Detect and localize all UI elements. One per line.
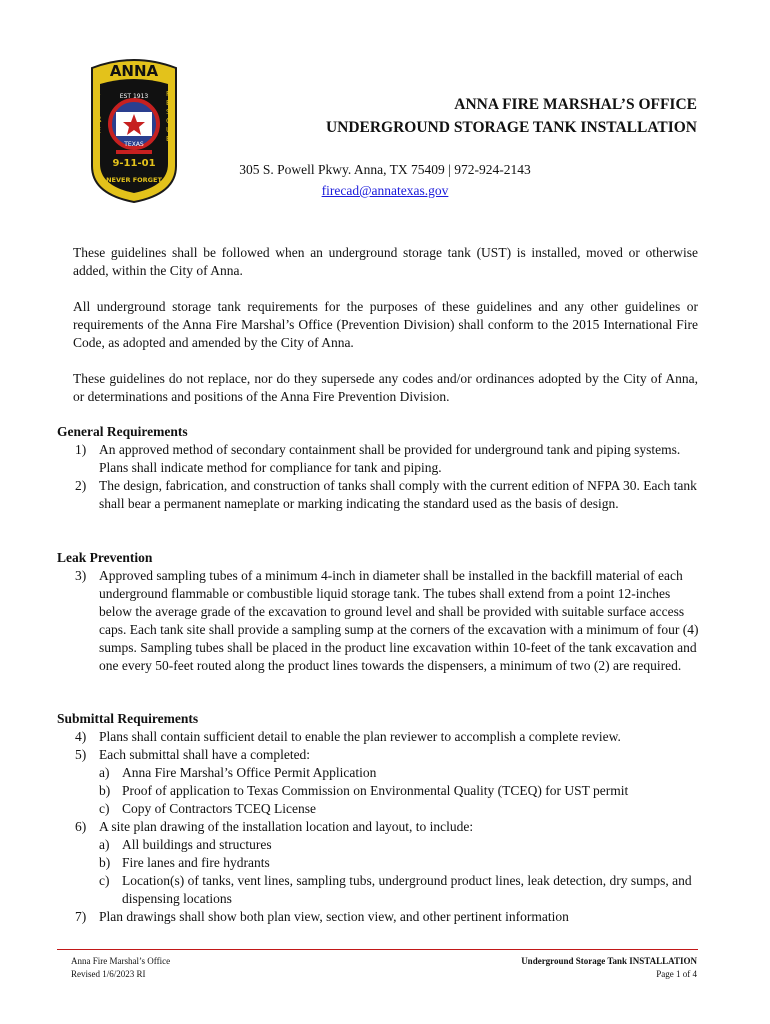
item-text: Plan drawings shall show both plan view, section view, and other pertinent information xyxy=(99,909,569,924)
item-number: 7) xyxy=(75,909,87,924)
sub-item-letter: c) xyxy=(99,801,110,816)
logo-est-text: EST 1913 xyxy=(119,93,149,100)
item-text: Approved sampling tubes of a minimum 4-inch in diameter shall be installed in the backfill material of each underground flammable or combustible liquid storage tank. The tubes shall extend from a point 12-inches below the average grade of the excavation to ground level and shall be provided with suitable surface access caps. Each tank site shall provide a sampling sump at the corners of the excavation with a minimum of four (4) sumps. Sampling tubes shall be placed in the product line excavation within 10-feet of the tank excavation and one every 50-feet routed along the product lines towards the dispensers, a minimum of two (2) are required. xyxy=(99,568,699,673)
footer-rule xyxy=(57,949,698,950)
logo-date-text: 9-11-01 xyxy=(112,158,156,169)
sub-item-letter: b) xyxy=(99,783,111,798)
header-titles xyxy=(200,93,697,139)
anna-fire-rescue-logo xyxy=(86,54,182,204)
footer-office: Anna Fire Marshal’s Office xyxy=(71,956,171,966)
sub-item-text: Fire lanes and fire hydrants xyxy=(122,855,270,870)
logo-right-text: R E S C U E xyxy=(166,90,172,143)
sub-item-text: Location(s) of tanks, vent lines, sampling tubs, underground product lines, leak detection, dry sumps, and dispensing locations xyxy=(122,873,692,906)
title-line-2: UNDERGROUND STORAGE TANK INSTALLATION xyxy=(325,119,697,136)
sub-item-text: All buildings and structures xyxy=(122,837,272,852)
general-requirements-heading: General Requirements xyxy=(57,424,188,439)
item-text: A site plan drawing of the installation location and layout, to include: xyxy=(99,819,474,834)
item-number: 1) xyxy=(75,442,87,457)
sub-item-letter: c) xyxy=(99,873,110,888)
logo-state-text: TEXAS xyxy=(124,141,144,148)
item-number: 2) xyxy=(75,478,87,493)
sub-item-letter: a) xyxy=(99,765,110,780)
item-number: 5) xyxy=(75,747,87,762)
footer-right xyxy=(521,955,697,981)
intro-paragraph-1: These guidelines shall be followed when an underground storage tank (UST) is installed, moved or otherwise added, within the City of Anna. xyxy=(73,245,698,278)
footer-revised: Revised 1/6/2023 RI xyxy=(71,969,146,979)
item-number: 4) xyxy=(75,729,87,744)
item-number: 6) xyxy=(75,819,87,834)
submittal-requirements-heading: Submittal Requirements xyxy=(57,711,199,726)
sub-item-letter: a) xyxy=(99,837,110,852)
logo-left-text: F I R E xyxy=(96,93,102,135)
footer-left xyxy=(71,955,170,981)
sub-item-letter: b) xyxy=(99,855,111,870)
footer-page-number: Page 1 of 4 xyxy=(656,969,697,979)
leak-prevention-heading: Leak Prevention xyxy=(57,550,153,565)
item-text: An approved method of secondary containment shall be provided for underground tank and piping systems. Plans shall indicate method for compliance for tank and piping. xyxy=(99,442,681,475)
title-line-1: ANNA FIRE MARSHAL’S OFFICE xyxy=(454,96,697,113)
address-line: 305 S. Powell Pkwy. Anna, TX 75409 | 972-924-2143 xyxy=(239,162,531,177)
intro-paragraph-3: These guidelines do not replace, nor do they supersede any codes and/or ordinances adopted by the City of Anna, or determinations and positions of the Anna Fire Prevention Division. xyxy=(73,371,698,404)
contact-block xyxy=(200,159,570,201)
item-text: Each submittal shall have a completed: xyxy=(99,747,311,762)
item-text: Plans shall contain sufficient detail to enable the plan reviewer to accomplish a complete review. xyxy=(99,729,621,744)
logo-top-text: ANNA xyxy=(109,62,159,80)
email-link[interactable]: firecad@annatexas.gov xyxy=(321,183,449,198)
footer-doc-title: Underground Storage Tank INSTALLATION xyxy=(521,956,697,966)
sub-item-text: Proof of application to Texas Commission on Environmental Quality (TCEQ) for UST permit xyxy=(122,783,629,798)
item-text: The design, fabrication, and construction of tanks shall comply with the current edition of NFPA 30. Each tank shall bear a permanent nameplate or marking indicating the standard used as the basis of design. xyxy=(99,478,697,511)
item-number: 3) xyxy=(75,568,87,583)
sub-item-text: Copy of Contractors TCEQ License xyxy=(122,801,316,816)
intro-paragraph-2: All underground storage tank requirements for the purposes of these guidelines and any other guidelines or requirements of the Anna Fire Marshal’s Office (Prevention Division) shall conform to the 2015 International Fire Code, as adopted and amended by the City of Anna. xyxy=(73,299,698,350)
sub-item-text: Anna Fire Marshal’s Office Permit Application xyxy=(122,765,377,780)
logo-bottom-text: NEVER FORGET xyxy=(106,176,162,184)
